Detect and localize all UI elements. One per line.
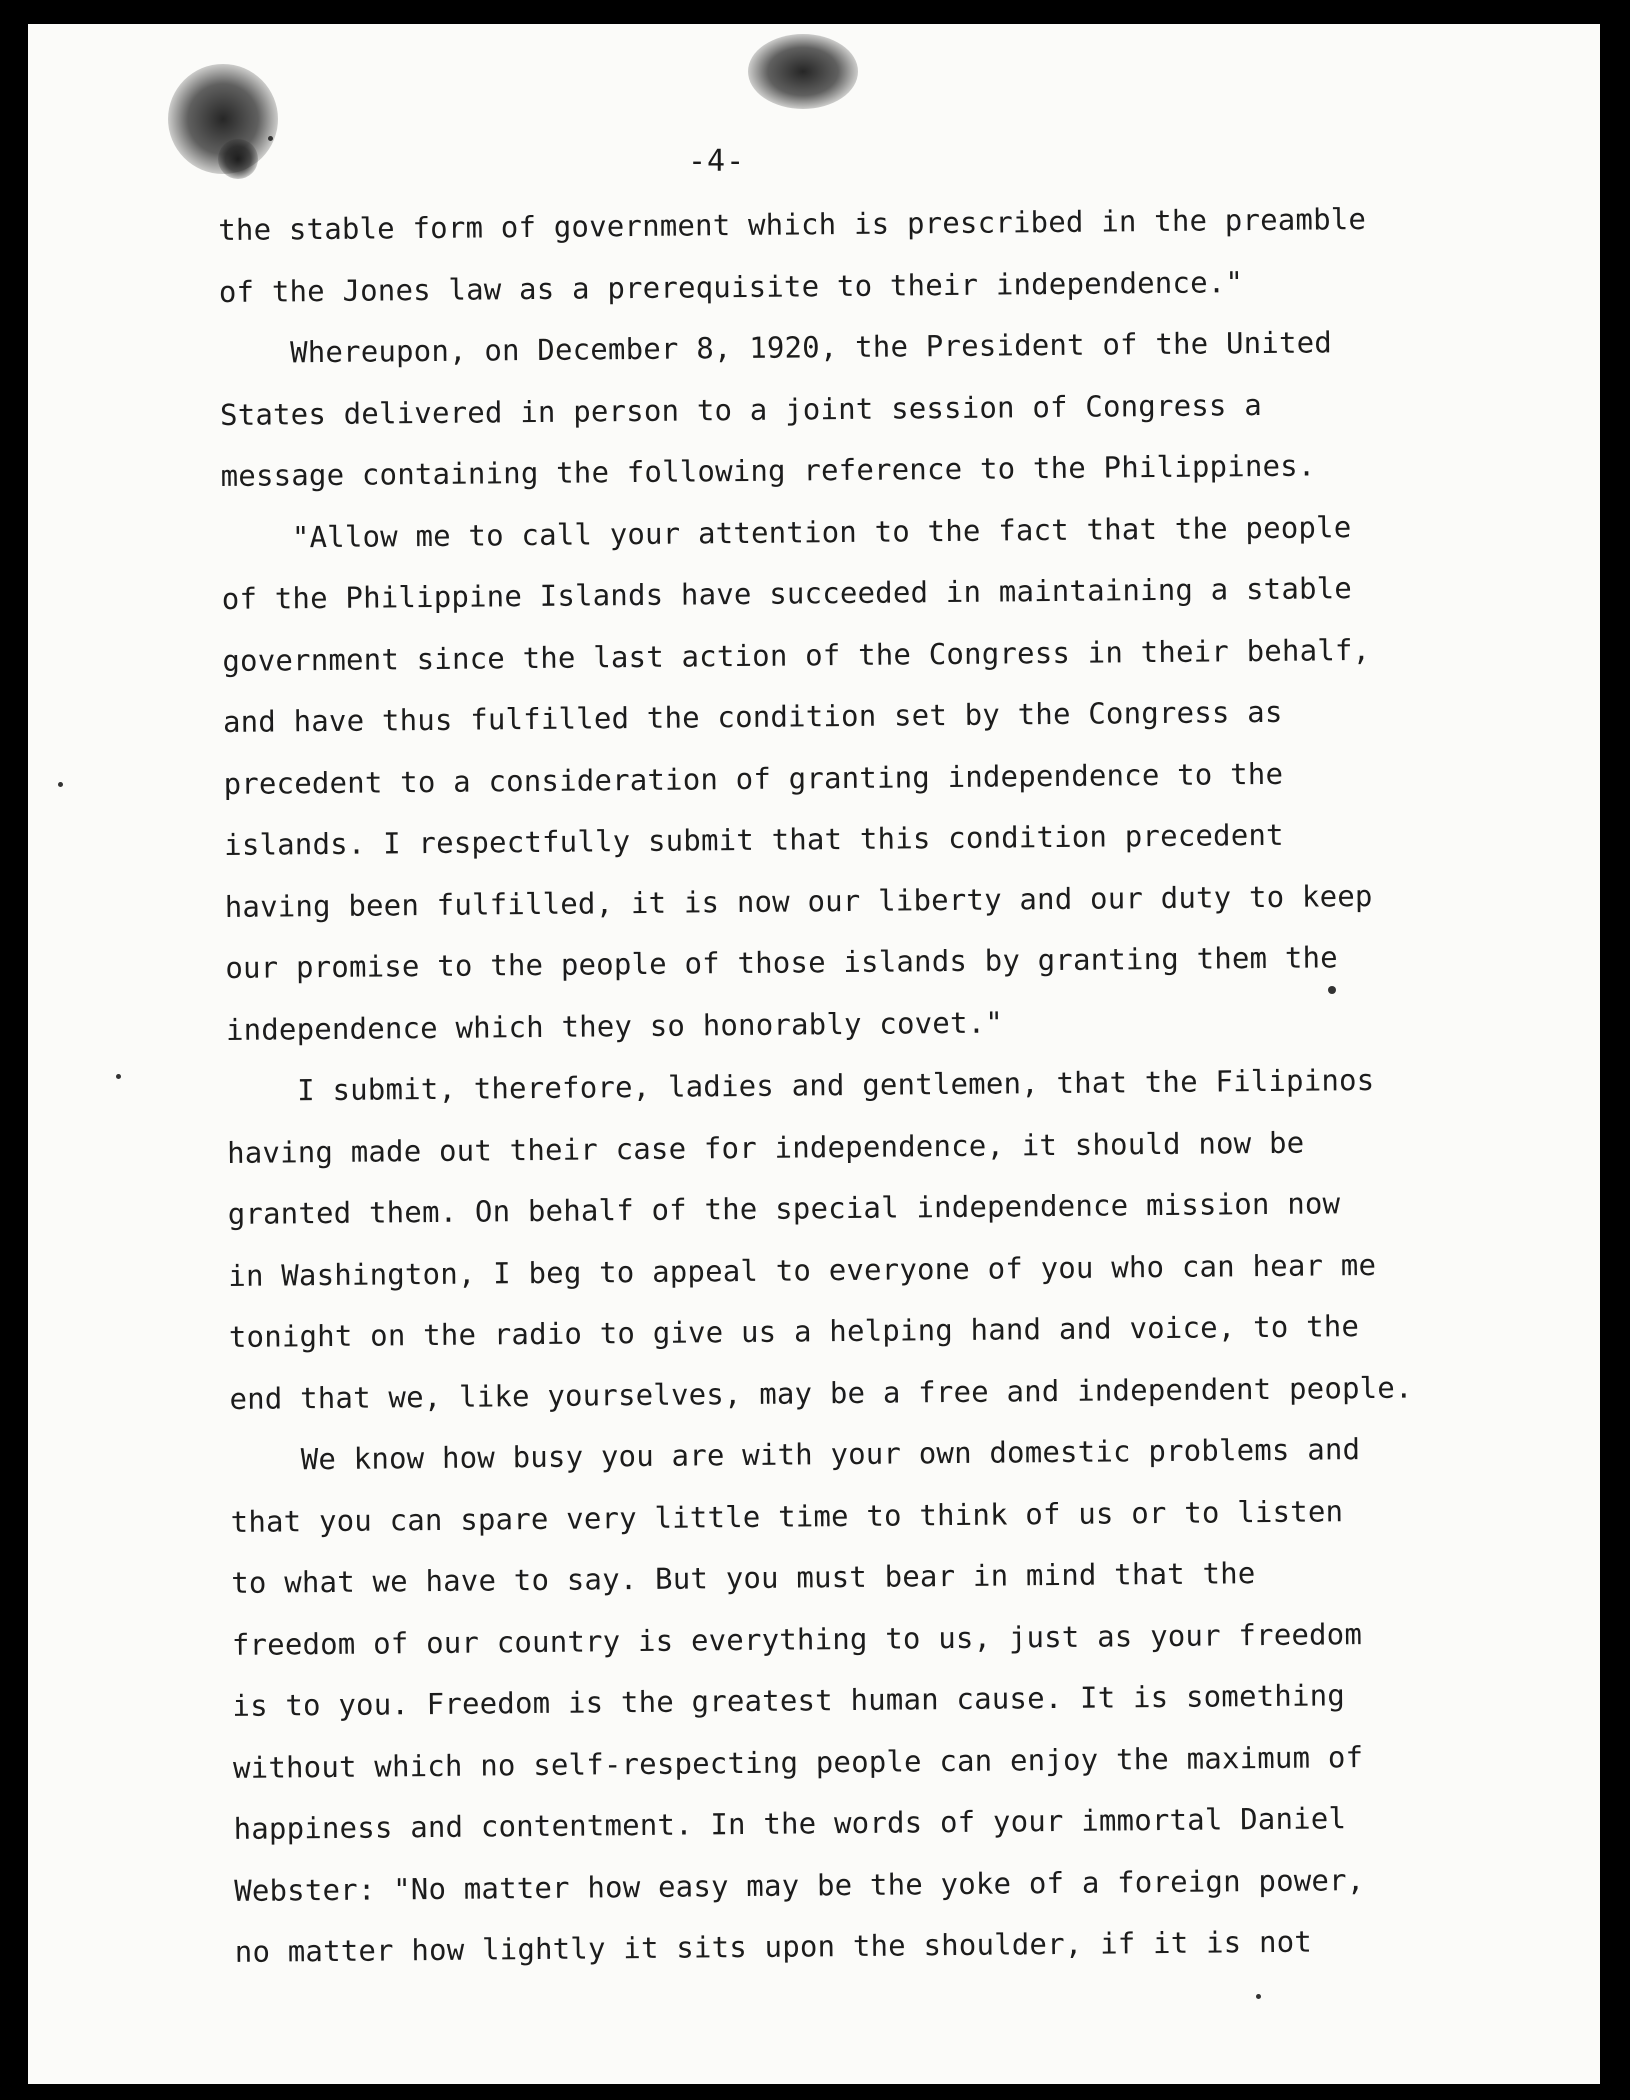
- text-line: having been fulfilled, it is now our liberty and our duty to keep: [224, 878, 1373, 924]
- text-line: Webster: "No matter how easy may be the yoke of a foreign power,: [234, 1862, 1365, 1908]
- speck: [1256, 1994, 1261, 1999]
- text-line: government since the last action of the Congress in their behalf,: [222, 632, 1371, 678]
- text-line: tonight on the radio to give us a helping hand and voice, to the: [228, 1309, 1360, 1354]
- text-line: message containing the following reference to the Philippines.: [220, 448, 1316, 493]
- text-line: precedent to a consideration of granting independence to the: [223, 756, 1284, 801]
- speck: [58, 782, 63, 787]
- text-line: freedom of our country is everything to us, just as your freedom: [231, 1616, 1363, 1662]
- text-line: no matter how lightly it sits upon the shoulder, if it is not: [234, 1924, 1313, 1969]
- typewritten-page: [28, 24, 1600, 2084]
- text-line: is to you. Freedom is the greatest human cause. It is something: [232, 1678, 1346, 1723]
- text-line: independence which they so honorably covet.": [225, 1005, 1004, 1047]
- text-line: to what we have to say. But you must bear in mind that the: [231, 1556, 1256, 1600]
- text-line: end that we, like yourselves, may be a free and independent people.: [229, 1370, 1413, 1416]
- text-line: of the Jones law as a prerequisite to their independence.": [218, 264, 1244, 309]
- text-line: granted them. On behalf of the special independence mission now: [227, 1186, 1341, 1231]
- text-line: our promise to the people of those islands by granting them the: [225, 940, 1339, 985]
- text-line: and have thus fulfilled the condition set by the Congress as: [222, 694, 1283, 739]
- text-line: without which no self-respecting people can enjoy the maximum of: [232, 1739, 1364, 1785]
- speck: [116, 1074, 121, 1079]
- text-line: "Allow me to call your attention to the fact that the people: [221, 509, 1352, 555]
- text-line: islands. I respectfully submit that this condition precedent: [224, 817, 1284, 862]
- text-line: Whereupon, on December 8, 1920, the President of the United: [219, 325, 1333, 370]
- text-line: I submit, therefore, ladies and gentlemen, that the Filipinos: [226, 1062, 1375, 1108]
- text-line: that you can spare very little time to think of us or to listen: [230, 1493, 1344, 1539]
- speck: [268, 136, 273, 141]
- text-line: States delivered in person to a joint session of Congress a: [219, 387, 1263, 432]
- body-text: [218, 188, 1535, 1984]
- text-line: happiness and contentment. In the words of your immortal Daniel: [233, 1801, 1347, 1846]
- ink-blot-top-center: [748, 34, 858, 109]
- text-line: We know how busy you are with your own domestic problems and: [229, 1432, 1361, 1477]
- text-line: in Washington, I beg to appeal to everyone of you who can hear me: [228, 1247, 1377, 1293]
- text-line: of the Philippine Islands have succeeded in maintaining a stable: [221, 571, 1353, 616]
- page-number: -4-: [688, 144, 746, 179]
- ink-blot-top-left-small: [218, 139, 258, 179]
- text-line: having made out their case for independence, it should now be: [226, 1125, 1305, 1170]
- text-line: the stable form of government which is prescribed in the preamble: [218, 201, 1367, 247]
